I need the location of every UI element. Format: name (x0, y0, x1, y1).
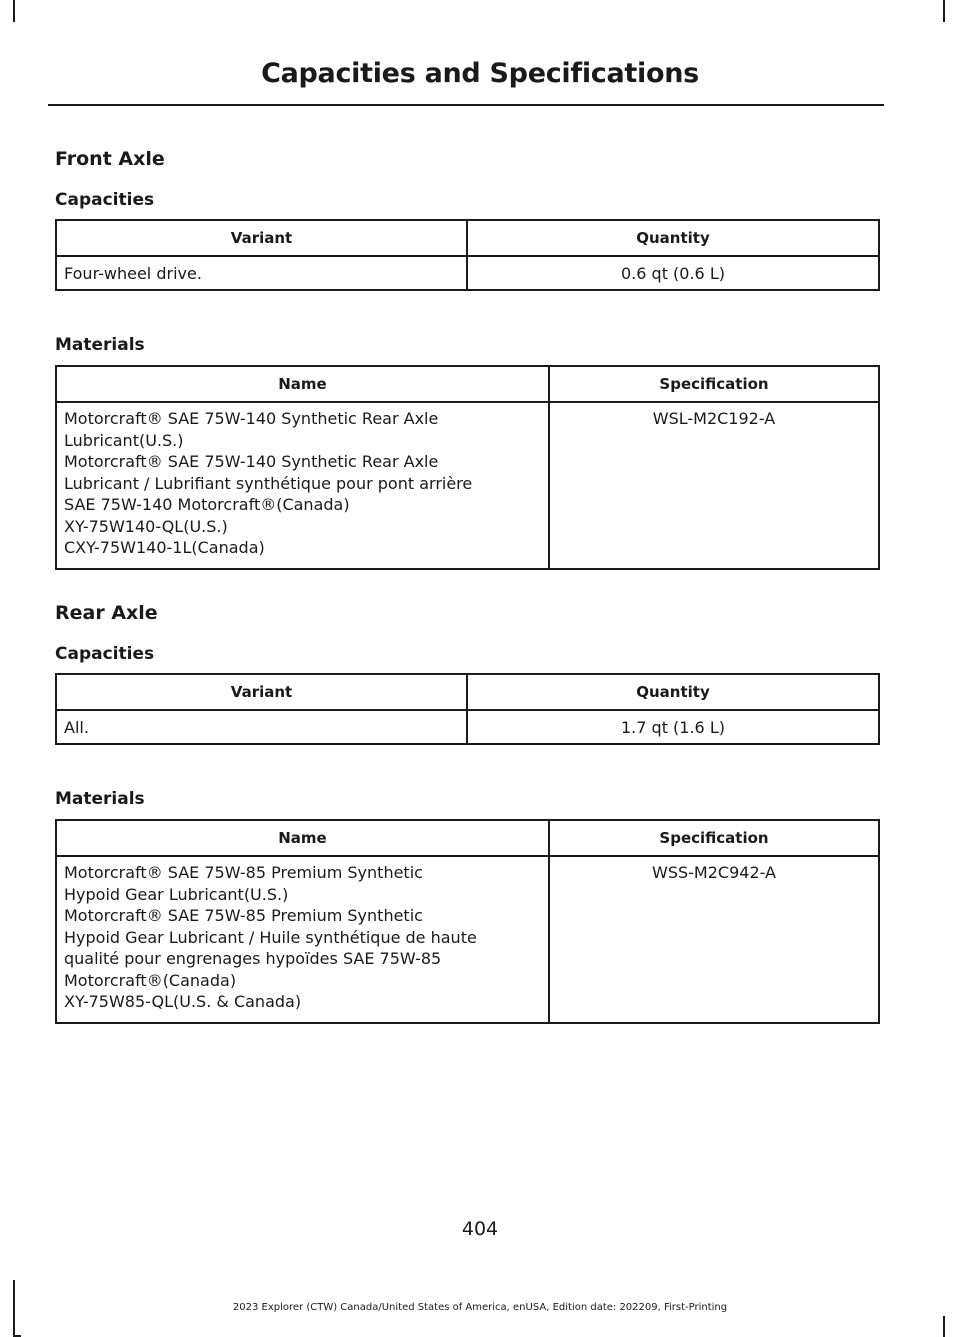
material-name-cell (56, 856, 549, 1023)
column-header-variant: Variant (56, 674, 467, 710)
variant-cell: All. (56, 710, 467, 744)
front-axle-heading: Front Axle (55, 148, 165, 170)
material-name-cell (56, 402, 549, 569)
table-row (56, 256, 879, 290)
material-name-line: CXY-75W140-1L(Canada) (64, 538, 265, 557)
material-name-line: qualité pour engrenages hypoïdes SAE 75W-85 (64, 949, 442, 968)
rear-axle-capacities-table (55, 673, 880, 745)
quantity-cell: 1.7 qt (1.6 L) (467, 710, 879, 744)
material-name-line: Motorcraft® SAE 75W-85 Premium Synthetic (64, 863, 423, 882)
table-row (56, 710, 879, 744)
column-header-name: Name (56, 820, 549, 856)
front-axle-materials-heading: Materials (55, 335, 145, 355)
crop-mark-bottom-right (943, 1316, 945, 1337)
material-name-line: Lubricant(U.S.) (64, 430, 184, 450)
material-name-line: XY-75W140-QL(U.S.) (64, 516, 228, 536)
material-name-line: Motorcraft® SAE 75W-140 Synthetic Rear Axle (64, 409, 439, 428)
crop-mark-top-right (943, 0, 945, 22)
material-specification-cell: WSS-M2C942-A (549, 856, 879, 1023)
column-header-name: Name (56, 366, 549, 402)
front-axle-capacities-table (55, 219, 880, 291)
table-header-row (56, 366, 879, 402)
table-row (56, 402, 879, 569)
front-axle-materials-table (55, 365, 880, 570)
material-name-line: Lubricant / Lubrifiant synthétique pour pont arrière (64, 473, 473, 493)
material-specification-cell: WSL-M2C192-A (549, 402, 879, 569)
quantity-cell: 0.6 qt (0.6 L) (467, 256, 879, 290)
column-header-quantity: Quantity (467, 674, 879, 710)
table-header-row (56, 820, 879, 856)
page-title: Capacities and Specifications (261, 58, 699, 89)
table-row (56, 856, 879, 1023)
material-name-line: Motorcraft®(Canada) (64, 970, 237, 990)
material-name-line: Motorcraft® SAE 75W-85 Premium Synthetic (64, 906, 423, 925)
column-header-specification: Specification (549, 366, 879, 402)
crop-mark-top-left (13, 0, 15, 22)
rear-axle-heading: Rear Axle (55, 602, 158, 624)
material-name-line: SAE 75W-140 Motorcraft®(Canada) (64, 495, 350, 514)
table-header-row (56, 220, 879, 256)
rear-axle-materials-heading: Materials (55, 789, 145, 809)
rear-axle-capacities-heading: Capacities (55, 644, 155, 664)
material-name-line: Motorcraft® SAE 75W-140 Synthetic Rear Axle (64, 452, 439, 471)
column-header-specification: Specification (549, 820, 879, 856)
rear-axle-materials-table (55, 819, 880, 1024)
material-name-line: XY-75W85-QL(U.S. & Canada) (64, 992, 302, 1011)
variant-cell: Four-wheel drive. (56, 256, 467, 290)
header-divider (48, 104, 884, 106)
column-header-variant: Variant (56, 220, 467, 256)
material-name-line: Hypoid Gear Lubricant / Huile synthétique de haute (64, 927, 477, 947)
material-name-line: Hypoid Gear Lubricant(U.S.) (64, 884, 289, 904)
footer-edition-info: 2023 Explorer (CTW) Canada/United States of America, enUSA, Edition date: 202209, First-Printing (232, 1302, 728, 1313)
table-header-row (56, 674, 879, 710)
front-axle-capacities-heading: Capacities (55, 190, 155, 210)
column-header-quantity: Quantity (467, 220, 879, 256)
page-number: 404 (461, 1218, 499, 1240)
